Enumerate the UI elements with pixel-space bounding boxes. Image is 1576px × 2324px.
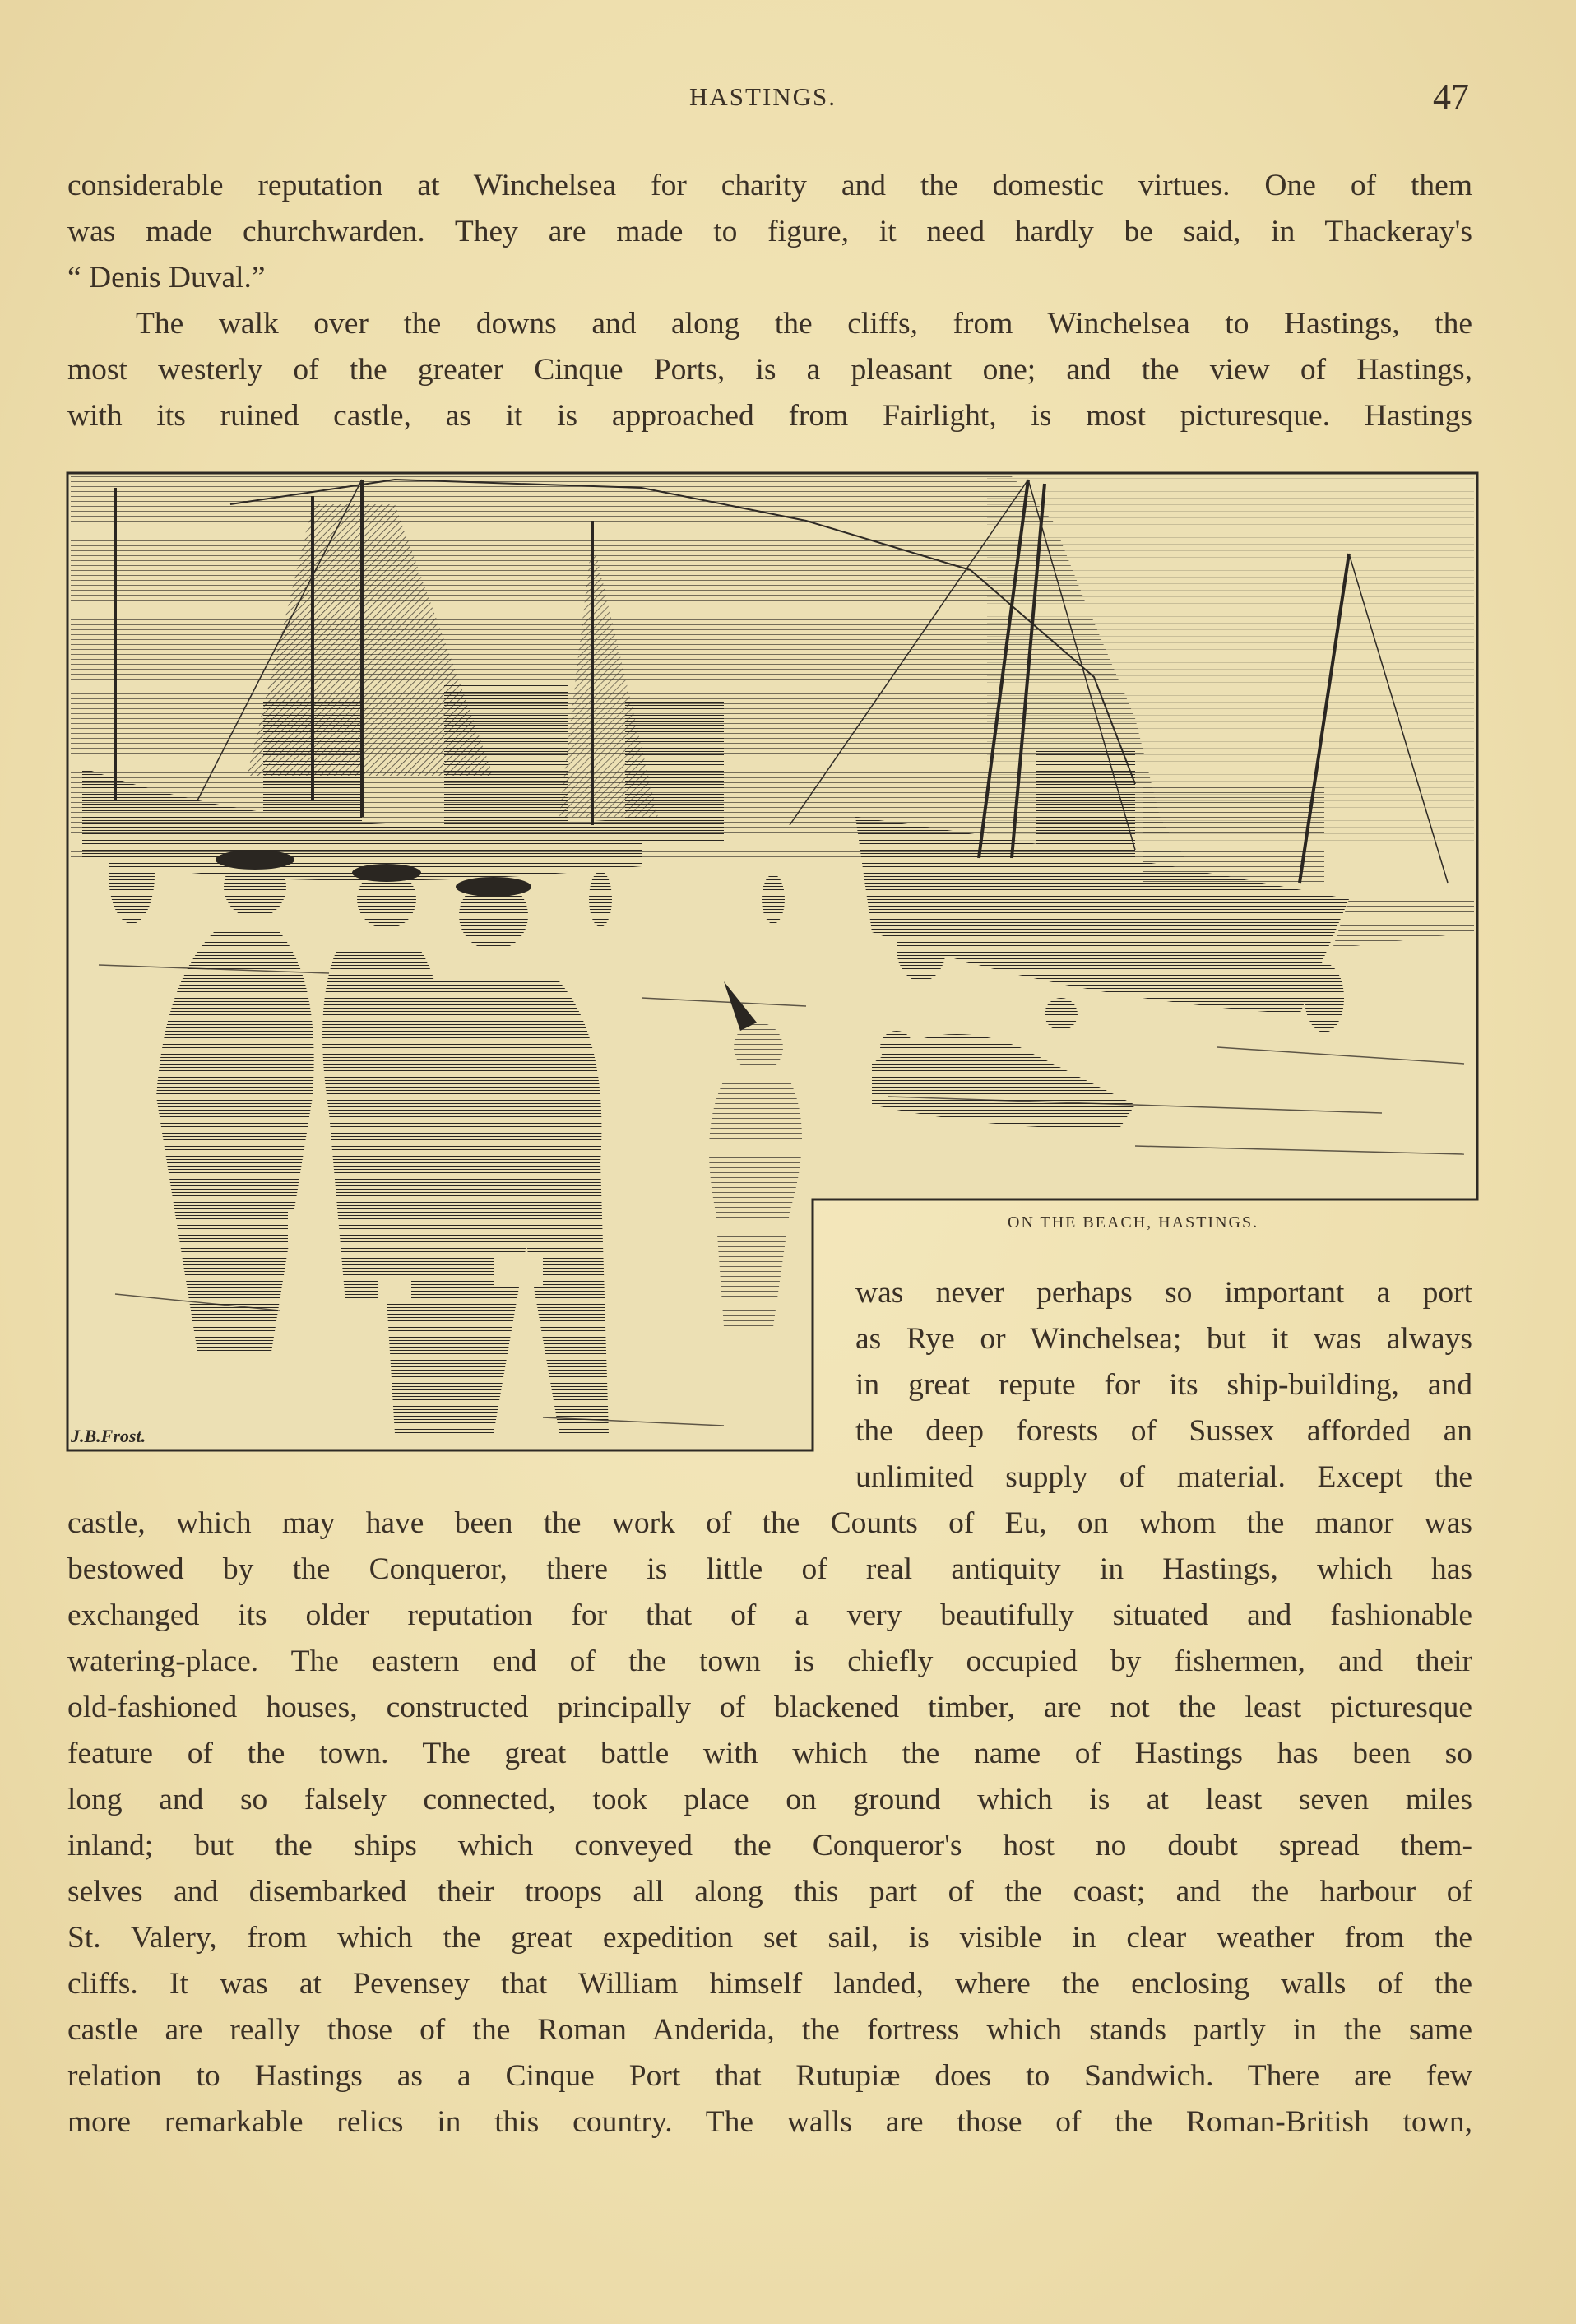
text-line: was made churchwarden. They are made to figure, it need hardly be said, in Thackeray's [67,215,1472,248]
text-line: the deep forests of Sussex afforded an [855,1414,1472,1448]
text-line: with its ruined castle, as it is approached from Fairlight, is most picturesque. Hastings [67,399,1472,433]
text-line: as Rye or Winchelsea; but it was always [855,1322,1472,1356]
text-line: exchanged its older reputation for that of a very beautifully situated and fashionable [67,1598,1472,1632]
text-line: more remarkable relics in this country. The walls are those of the Roman-British town, [67,2105,1472,2139]
text-line: inland; but the ships which conveyed the Conqueror's host no doubt spread them- [67,1829,1472,1862]
text-line: old-fashioned houses, constructed principally of blackened timber, are not the least picturesque [67,1691,1472,1724]
text-line: The walk over the downs and along the cliffs, from Winchelsea to Hastings, the [136,307,1472,341]
text-line: St. Valery, from which the great expedition set sail, is visible in clear weather from the [67,1921,1472,1955]
text-line: cliffs. It was at Pevensey that William himself landed, where the enclosing walls of the [67,1967,1472,2001]
text-line: castle are really those of the Roman Anderida, the fortress which stands partly in the same [67,2013,1472,2047]
text-line: feature of the town. The great battle with which the name of Hastings has been so [67,1737,1472,1770]
text-line: “ Denis Duval.” [67,261,266,295]
text-line: castle, which may have been the work of the Counts of Eu, on whom the manor was [67,1506,1472,1540]
text-line: considerable reputation at Winchelsea for charity and the domestic virtues. One of them [67,169,1472,202]
text-line: was never perhaps so important a port [855,1276,1472,1310]
text-line: selves and disembarked their troops all along this part of the coast; and the harbour of [67,1875,1472,1909]
text-line: unlimited supply of material. Except the [855,1460,1472,1494]
running-title: HASTINGS. [689,82,837,111]
text-line: in great repute for its ship-building, and [855,1368,1472,1402]
text-line: most westerly of the greater Cinque Ports, is a pleasant one; and the view of Hastings, [67,353,1472,387]
figure-caption: ON THE BEACH, HASTINGS. [1008,1213,1259,1232]
text-line: long and so falsely connected, took place on ground which is at least seven miles [67,1783,1472,1816]
text-line: watering-place. The eastern end of the town is chiefly occupied by fishermen, and their [67,1644,1472,1678]
text-line: bestowed by the Conqueror, there is little of real antiquity in Hastings, which has [67,1552,1472,1586]
text-line: relation to Hastings as a Cinque Port that Rutupiæ does to Sandwich. There are few [67,2059,1472,2093]
artist-signature: J.B.Frost. [71,1426,146,1446]
page-number: 47 [1433,77,1469,117]
